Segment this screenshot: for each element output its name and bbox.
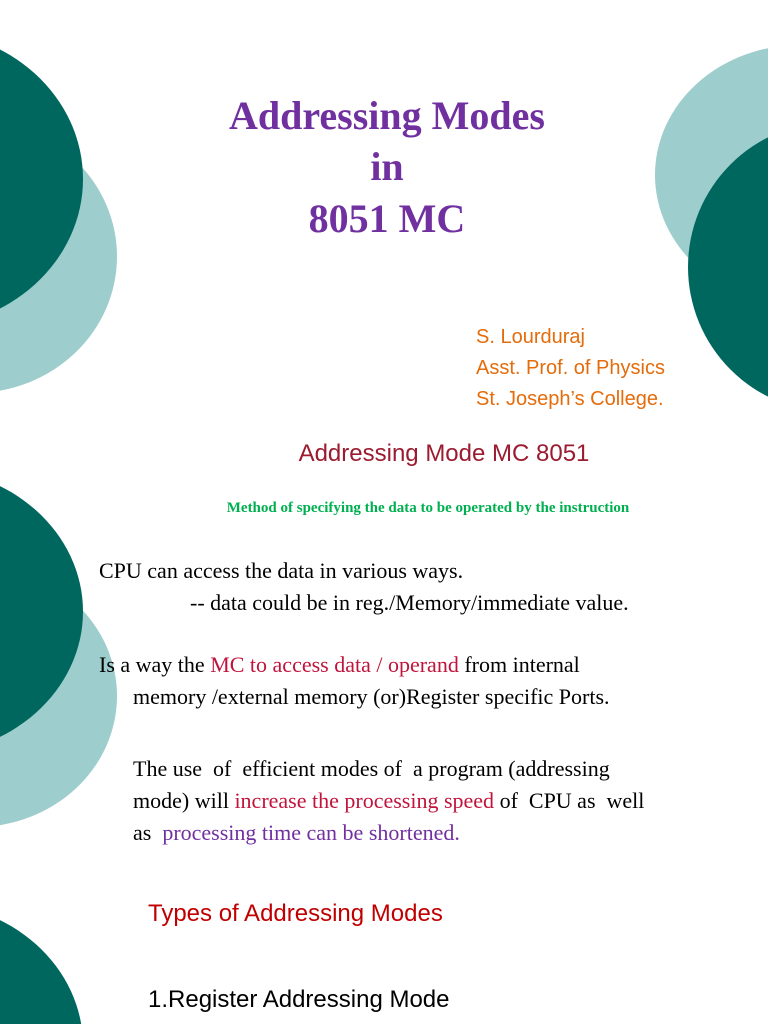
- slide-title-line-1: Addressing Modes: [229, 93, 545, 138]
- para3-line1: The use of efficient modes of a program (addressing: [133, 756, 610, 781]
- title-slide: [0, 0, 768, 440]
- para1-line1: CPU can access the data in various ways.: [99, 558, 464, 583]
- content-slide: [0, 440, 768, 1024]
- dark-teal-circle-bottom-left: [0, 902, 83, 1024]
- para3-line3: as processing time can be shortened.: [133, 820, 460, 845]
- para2-line1: Is a way the MC to access data / operand from internal: [99, 652, 580, 677]
- types-heading: Types of Addressing Modes: [148, 900, 443, 927]
- author-college: St. Joseph’s College.: [476, 388, 664, 410]
- slide-title: Addressing Mode MC 8051: [298, 440, 590, 467]
- list-item-register: 1.Register Addressing Mode: [148, 986, 450, 1013]
- slide-title-line-2: in: [370, 144, 404, 189]
- slide-subtitle: Method of specifying the data to be operated by the instruction: [226, 500, 630, 516]
- para1-line2: -- data could be in reg./Memory/immediate value.: [190, 590, 629, 615]
- para3-highlight-speed: increase the processing speed: [234, 788, 495, 813]
- author-position: Asst. Prof. of Physics: [476, 357, 665, 379]
- para3-line2: mode) will increase the processing speed of CPU as well: [133, 788, 645, 813]
- para2-highlight: MC to access data / operand: [210, 652, 459, 677]
- slide-title-line-3: 8051 MC: [308, 196, 466, 241]
- para2-line2: memory /external memory (or)Register specific Ports.: [133, 684, 610, 709]
- para3-highlight-time: processing time can be shortened.: [162, 820, 460, 845]
- author-name: S. Lourduraj: [476, 326, 585, 348]
